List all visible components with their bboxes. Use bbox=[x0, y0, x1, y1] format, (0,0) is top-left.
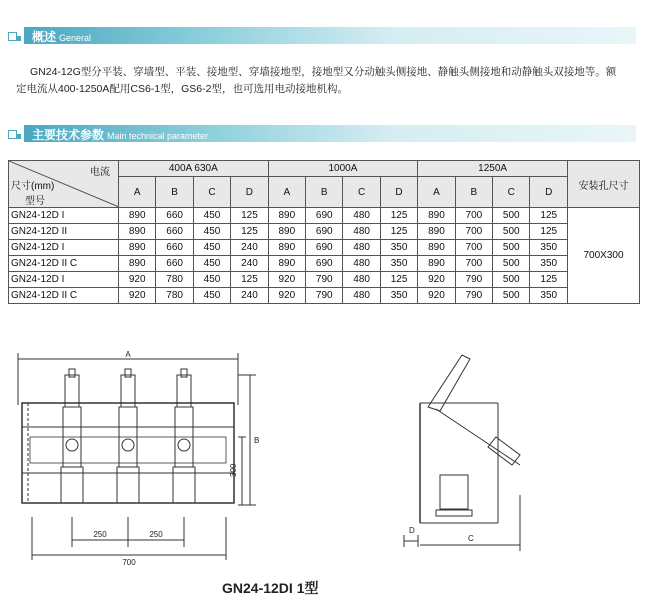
value-cell: 890 bbox=[268, 240, 305, 256]
dim-label-300: 300 bbox=[229, 463, 238, 477]
value-cell: 790 bbox=[306, 288, 343, 304]
value-cell: 125 bbox=[231, 272, 268, 288]
value-cell: 690 bbox=[306, 240, 343, 256]
col-letter: B bbox=[306, 177, 343, 208]
mount-value-cell: 700X300 bbox=[568, 208, 640, 304]
value-cell: 240 bbox=[231, 256, 268, 272]
header-current: 电流 bbox=[90, 167, 110, 178]
value-cell: 890 bbox=[418, 240, 455, 256]
value-cell: 500 bbox=[493, 288, 530, 304]
value-cell: 125 bbox=[380, 224, 417, 240]
value-cell: 920 bbox=[418, 288, 455, 304]
model-cell: GN24-12D II bbox=[9, 224, 119, 240]
table-row bbox=[9, 288, 640, 304]
value-cell: 350 bbox=[380, 288, 417, 304]
value-cell: 450 bbox=[193, 240, 230, 256]
value-cell: 125 bbox=[380, 208, 417, 224]
value-cell: 660 bbox=[156, 240, 193, 256]
value-cell: 660 bbox=[156, 224, 193, 240]
col-letter: A bbox=[119, 177, 156, 208]
value-cell: 890 bbox=[268, 208, 305, 224]
group-header: 1000A bbox=[268, 161, 418, 177]
model-cell: GN24-12D I bbox=[9, 240, 119, 256]
side-view-labels bbox=[409, 526, 474, 543]
col-letter: D bbox=[530, 177, 568, 208]
table-corner-header bbox=[9, 161, 119, 208]
value-cell: 790 bbox=[455, 288, 492, 304]
group-header: 1250A bbox=[418, 161, 568, 177]
section-title-cn: 概述 bbox=[32, 30, 57, 44]
value-cell: 450 bbox=[193, 224, 230, 240]
description-line-2: 定电流从400-1250A配用CS6-1型，GS6-2型，也可选用电动接地机构。 bbox=[16, 83, 348, 95]
value-cell: 350 bbox=[380, 240, 417, 256]
value-cell: 500 bbox=[493, 224, 530, 240]
value-cell: 240 bbox=[231, 240, 268, 256]
value-cell: 920 bbox=[268, 272, 305, 288]
value-cell: 450 bbox=[193, 288, 230, 304]
value-cell: 690 bbox=[306, 224, 343, 240]
value-cell: 125 bbox=[231, 224, 268, 240]
value-cell: 480 bbox=[343, 208, 380, 224]
value-cell: 700 bbox=[455, 256, 492, 272]
header-model: 型号 bbox=[25, 196, 45, 207]
table-row bbox=[9, 272, 640, 288]
value-cell: 500 bbox=[493, 256, 530, 272]
value-cell: 890 bbox=[418, 256, 455, 272]
description-line-1: GN24-12G型分平装、穿墙型、平装、接地型、穿墙接地型，接地型又分动触头侧接地、静触头侧接地和动静触头双接地等。额 bbox=[30, 66, 617, 78]
value-cell: 920 bbox=[119, 288, 156, 304]
value-cell: 690 bbox=[306, 256, 343, 272]
value-cell: 920 bbox=[268, 288, 305, 304]
value-cell: 125 bbox=[231, 208, 268, 224]
parameter-table bbox=[8, 160, 640, 304]
value-cell: 890 bbox=[268, 224, 305, 240]
dim-label-a: A bbox=[125, 350, 131, 359]
value-cell: 780 bbox=[156, 272, 193, 288]
value-cell: 480 bbox=[343, 224, 380, 240]
value-cell: 480 bbox=[343, 240, 380, 256]
group-header: 400A 630A bbox=[119, 161, 269, 177]
value-cell: 240 bbox=[231, 288, 268, 304]
value-cell: 890 bbox=[119, 208, 156, 224]
value-cell: 790 bbox=[306, 272, 343, 288]
value-cell: 700 bbox=[455, 208, 492, 224]
description bbox=[16, 64, 636, 98]
value-cell: 700 bbox=[455, 240, 492, 256]
dim-label-c: C bbox=[468, 534, 474, 543]
side-view-drawing bbox=[404, 355, 520, 551]
table-row bbox=[9, 240, 640, 256]
col-letter: C bbox=[193, 177, 230, 208]
value-cell: 890 bbox=[418, 224, 455, 240]
dim-label-d: D bbox=[409, 526, 415, 535]
section-header-general bbox=[8, 26, 636, 45]
table-body bbox=[9, 208, 640, 304]
value-cell: 450 bbox=[193, 256, 230, 272]
col-letter: A bbox=[268, 177, 305, 208]
value-cell: 890 bbox=[268, 256, 305, 272]
section-bar bbox=[24, 27, 636, 44]
value-cell: 480 bbox=[343, 256, 380, 272]
mount-header: 安装孔尺寸 bbox=[568, 161, 640, 208]
section-header-params bbox=[8, 124, 636, 143]
dim-label-700: 700 bbox=[122, 558, 136, 567]
model-cell: GN24-12D I bbox=[9, 272, 119, 288]
value-cell: 660 bbox=[156, 256, 193, 272]
value-cell: 125 bbox=[530, 224, 568, 240]
drawing-caption: GN24-12DI 1型 bbox=[222, 580, 319, 596]
decor-square-icon bbox=[16, 36, 21, 41]
value-cell: 350 bbox=[530, 256, 568, 272]
header-size: 尺寸(mm) bbox=[11, 181, 55, 192]
section-title-cn: 主要技术参数 bbox=[32, 128, 105, 142]
value-cell: 920 bbox=[418, 272, 455, 288]
value-cell: 890 bbox=[119, 256, 156, 272]
value-cell: 890 bbox=[119, 224, 156, 240]
table-row bbox=[9, 224, 640, 240]
value-cell: 500 bbox=[493, 240, 530, 256]
value-cell: 450 bbox=[193, 208, 230, 224]
section-title-en: Main technical parameter bbox=[107, 131, 209, 141]
value-cell: 350 bbox=[380, 256, 417, 272]
col-letter: D bbox=[380, 177, 417, 208]
value-cell: 700 bbox=[455, 224, 492, 240]
dim-label-250-right: 250 bbox=[149, 530, 163, 539]
value-cell: 500 bbox=[493, 272, 530, 288]
col-letter: A bbox=[418, 177, 455, 208]
model-cell: GN24-12D II C bbox=[9, 288, 119, 304]
value-cell: 125 bbox=[380, 272, 417, 288]
value-cell: 480 bbox=[343, 272, 380, 288]
table-row bbox=[9, 256, 640, 272]
value-cell: 350 bbox=[530, 288, 568, 304]
front-view-drawing bbox=[18, 353, 256, 560]
dim-label-b: B bbox=[254, 436, 260, 445]
value-cell: 660 bbox=[156, 208, 193, 224]
value-cell: 125 bbox=[530, 208, 568, 224]
col-letter: B bbox=[156, 177, 193, 208]
model-cell: GN24-12D II C bbox=[9, 256, 119, 272]
value-cell: 690 bbox=[306, 208, 343, 224]
value-cell: 790 bbox=[455, 272, 492, 288]
value-cell: 920 bbox=[119, 272, 156, 288]
value-cell: 890 bbox=[418, 208, 455, 224]
value-cell: 500 bbox=[493, 208, 530, 224]
value-cell: 450 bbox=[193, 272, 230, 288]
model-cell: GN24-12D I bbox=[9, 208, 119, 224]
table-row bbox=[9, 208, 640, 224]
col-letter: D bbox=[231, 177, 268, 208]
value-cell: 125 bbox=[530, 272, 568, 288]
value-cell: 350 bbox=[530, 240, 568, 256]
section-title bbox=[32, 28, 91, 45]
value-cell: 780 bbox=[156, 288, 193, 304]
decor-square-icon bbox=[16, 134, 21, 139]
technical-drawing bbox=[0, 345, 647, 580]
col-letter: B bbox=[455, 177, 492, 208]
section-title bbox=[32, 126, 208, 143]
col-letter: C bbox=[493, 177, 530, 208]
col-letter: C bbox=[343, 177, 380, 208]
section-title-en: General bbox=[59, 33, 92, 43]
value-cell: 890 bbox=[119, 240, 156, 256]
dim-label-250-left: 250 bbox=[93, 530, 107, 539]
value-cell: 480 bbox=[343, 288, 380, 304]
